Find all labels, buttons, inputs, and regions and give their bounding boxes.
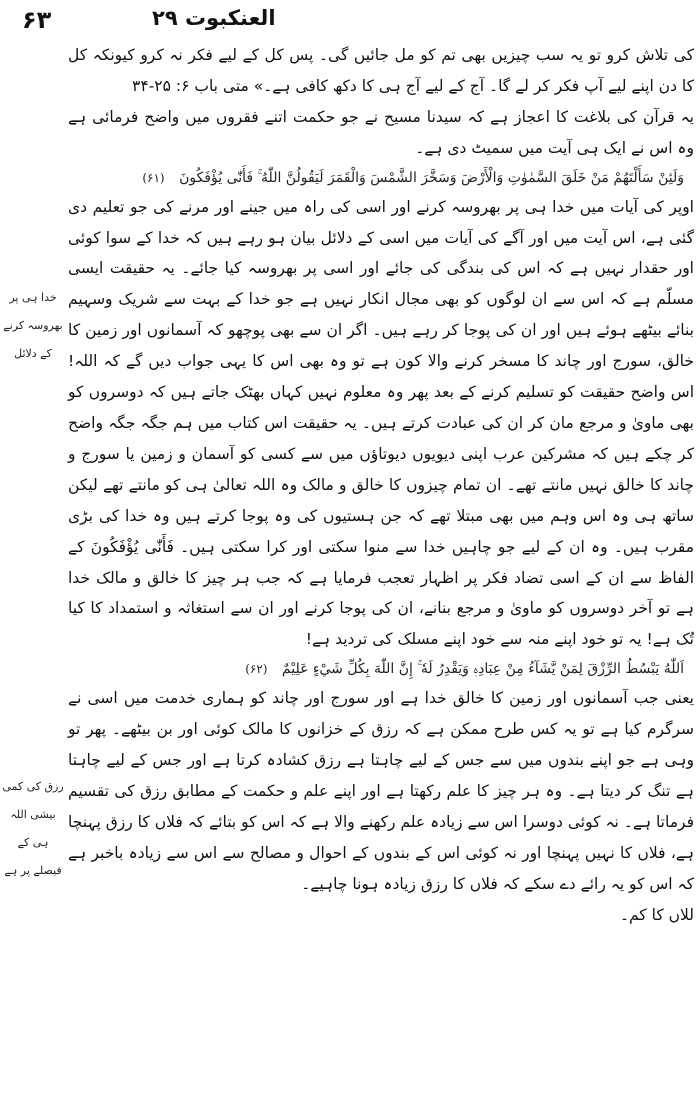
verse-61-text: وَلَئِنْ سَأَلْتَهُمْ مَنْ خَلَقَ السَّمٰوٰتِ وَالْأَرْضَ وَسَخَّرَ الشَّمْسَ وَالْقَمَرَ لَيَقُولُنَّ اللّٰهُ ۚ فَأَنّٰى يُؤْفَكُونَ (179, 169, 684, 186)
commentary-verse-62: یعنی جب آسمانوں اور زمین کا خالق خدا ہے اور سورج اور چاند کو ہماری خدمت میں اسی نے سرگرم کیا ہے تو یہ کس طرح ممکن ہے کہ رزق کے خزانوں کا مالک کوئی اور بن بیٹھے۔ پھر تو وہی ہے جو اپنے بندوں میں سے جس کے لیے چاہتا ہے رزق کشادہ کرتا ہے اور جس کے لیے چاہتا ہے تنگ کر دیتا ہے۔ وہ ہر چیز کا علم رکھتا ہے اور اپنے علم و حکمت کے مطابق رزق کی تقسیم فرماتا ہے۔ نہ کوئی دوسرا اس سے زیادہ علم رکھنے والا ہے کہ اس کو بتائے کہ فلاں کا رزق پہنچا ہے، فلاں کا نہیں پہنچا اور نہ کوئی اس کے بندوں کے احوال و مصالح سے اس سے زیادہ باخبر ہے کہ اس کو یہ رائے دے سکے کہ فلاں کا رزق زیادہ ہونا چاہیے۔ (68, 689, 694, 893)
commentary-final-line: للاں کا کم۔ (619, 905, 694, 924)
quote-continuation: کی تلاش کرو تو یہ سب چیزیں بھی تم کو مل جائیں گی۔ پس کل کے لیے فکر نہ کرو کیونکہ کل کا دن اپنے لیے آپ فکر کر لے گا۔ آج کے لیے آج ہی کا دکھ کافی ہے۔» متی باب ۶: ۲۵-۳۴ (68, 46, 694, 95)
verse-62 (68, 655, 694, 683)
running-title: العنکبوت ۲۹ (152, 6, 276, 30)
page-number: ۶۳ (22, 6, 52, 34)
verse-61-number: (۶۱) (142, 170, 165, 185)
margin-note-reliance: خدا ہی پر بھروسہ کرنے کے دلائل (3, 291, 63, 360)
verse-62-text: اَللّٰهُ يَبْسُطُ الرِّزْقَ لِمَنْ يَّشَآءُ مِنْ عِبَادِهٖ وَيَقْدِرُ لَهٗ ۚ إِنَّ اللّٰهَ بِكُلِّ شَيْءٍ عَلِيْمٌ (281, 661, 684, 678)
verse-62-number: (۶۲) (245, 662, 268, 677)
eloquence-remark: یہ قرآن کی بلاغت کا اعجاز ہے کہ سیدنا مسیح نے جو حکمت اتنے فقروں میں واضح فرمائی ہے وہ اس نے ایک ہی آیت میں سمیٹ دی ہے۔ (68, 107, 694, 157)
commentary-verse-61: اوپر کی آیات میں خدا ہی پر بھروسہ کرنے اور اسی کی راہ میں جینے اور مرنے کی جو تعلیم دی گئی ہے، اس آیت میں اور آگے کی آیات میں اسی کے دلائل بیان ہو رہے ہیں کہ خدا کے سوا کوئی اور حقدار نہیں ہے کہ اس کی بندگی کی جائے اور اسی پر بھروسہ کیا جائے۔ یہ حقیقت ایسی مسلّم ہے کہ اس سے ان لوگوں کو بھی مجال انکار نہیں ہے جو خدا کے بہت سے شریک وسہیم بنائے بیٹھے ہوئے ہیں اور ان کی پوجا کر رہے ہیں۔ اگر ان سے بھی پوچھو کہ آسمانوں اور زمین کا خالق، سورج اور چاند کا مسخر کرنے والا کون ہے تو وہ بھی اس کا یہی جواب دیں گے کہ اللہ! اس واضح حقیقت کو تسلیم کرنے کے بعد پھر وہ معلوم نہیں کہاں بھٹک جاتے ہیں کہ دوسروں کو بھی ماویٰ و مرجع مان کر ان کی عبادت کرتے ہیں۔ یہ حقیقت اس کتاب میں ہم جگہ جگہ واضح کر چکے ہیں کہ مشرکین عرب اپنی دیویوں دیوتاؤں میں سے کسی کو آسمان و زمین یا سورج و چاند کا خالق نہیں مانتے تھے۔ ان تمام چیزوں کا خالق و مالک وہ اللہ تعالیٰ ہی کو مانتے تھے لیکن ساتھ ہی وہ اس وہم میں بھی مبتلا تھے کہ جن ہستیوں کی وہ پوجا کرتے ہیں وہ خدا کی بڑی مقرب ہیں۔ وہ ان کے لیے جو چاہیں خدا سے منوا سکتی اور کرا سکتی ہیں۔ فَأَنّٰى يُؤْفَكُونَ کے الفاظ سے ان کے اسی تضاد فکر پر اظہار تعجب فرمایا ہے کہ جب ہر چیز کا خالق و مالک خدا ہے تو آخر دوسروں کو ماویٰ و مرجع بنانے، ان کی پوجا کرنے اور ان سے استغاثہ و استمداد کا کیا تُک ہے! یہ تو خود اپنے منہ سے خود اپنے مسلک کی تردید ہے! (68, 197, 694, 649)
commentary-body (68, 40, 694, 1100)
page-header (0, 4, 700, 38)
verse-61 (68, 164, 694, 192)
margin-note-provision: رزق کی کمی بیشی اللہ ہی کے فیصلے پر ہے (2, 780, 64, 877)
